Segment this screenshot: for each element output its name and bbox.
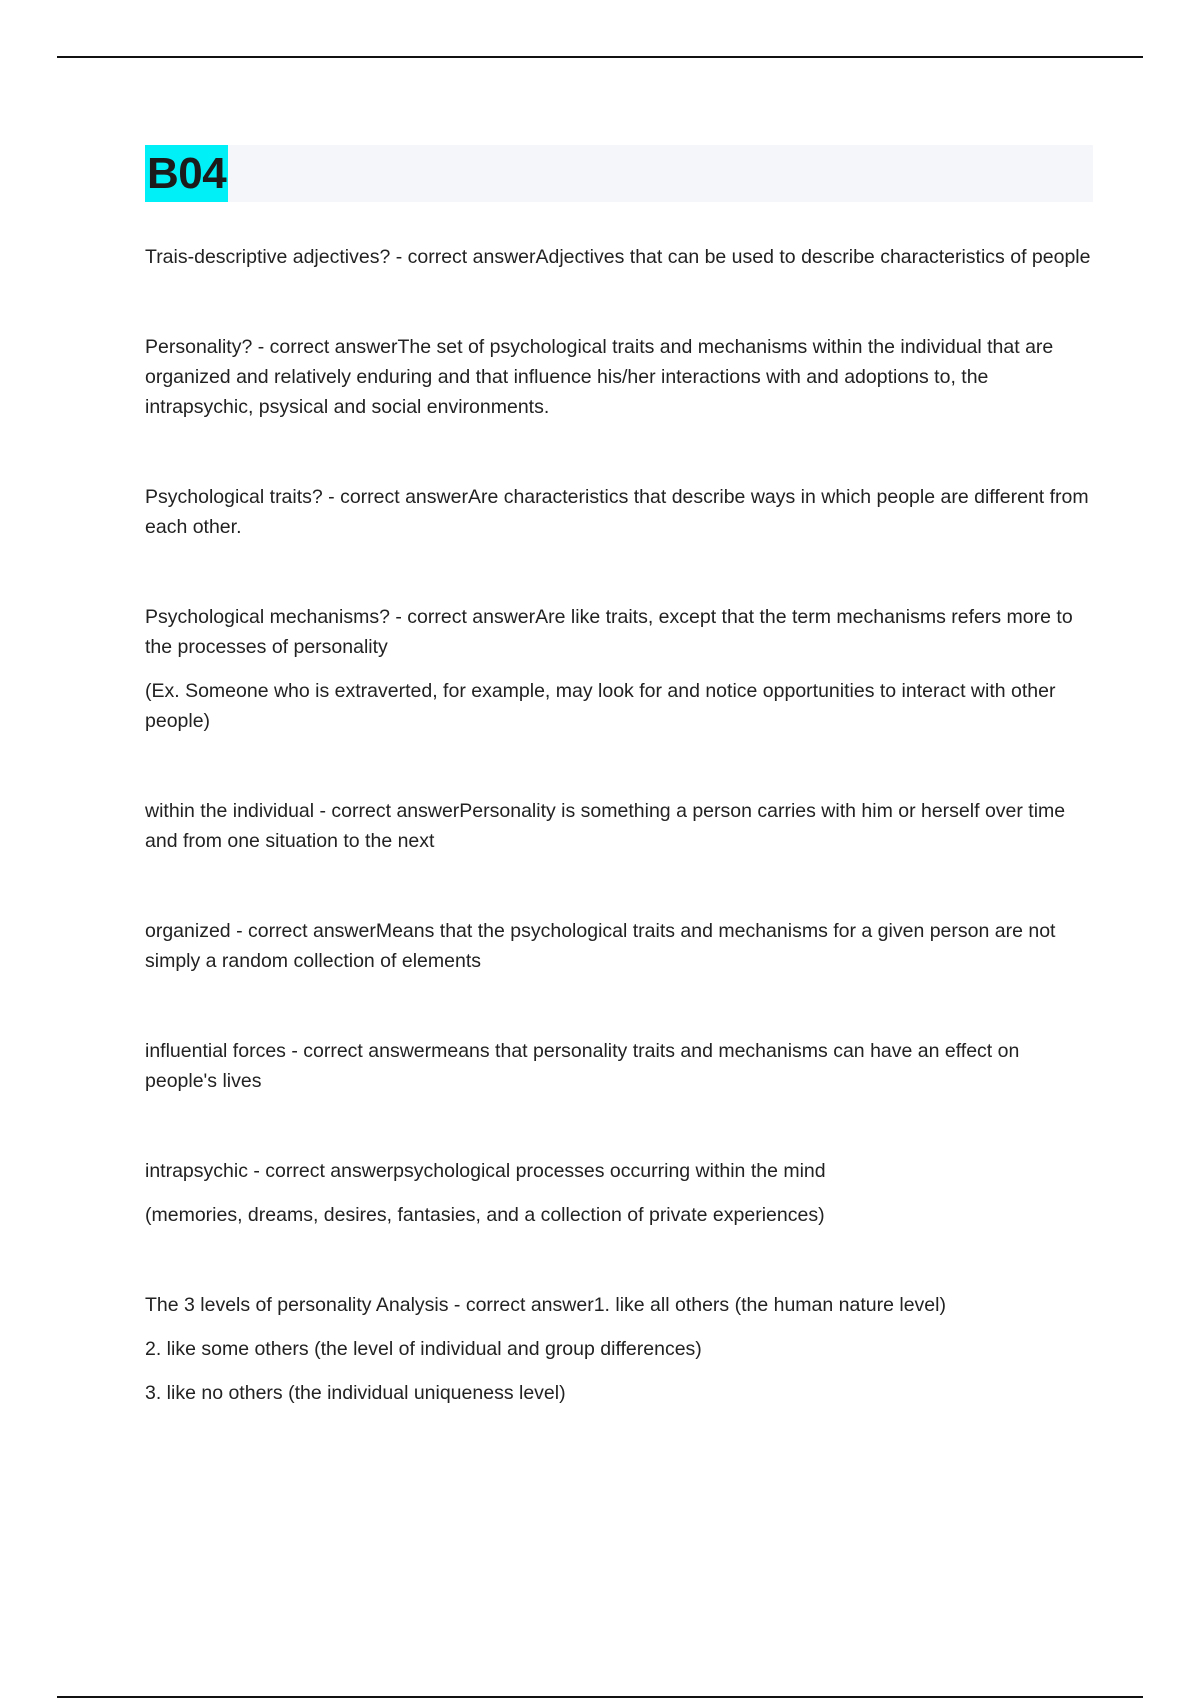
qa-entry bbox=[145, 602, 1095, 736]
qa-text: The 3 levels of personality Analysis - correct answer1. like all others (the human nature level) bbox=[145, 1294, 946, 1316]
qa-entry bbox=[145, 242, 1095, 272]
qa-entry bbox=[145, 796, 1095, 856]
page-title: B04 bbox=[145, 145, 228, 202]
qa-text: influential forces - correct answermeans that personality traits and mechanisms can have an effect on people's lives bbox=[145, 1040, 1020, 1092]
document-body bbox=[145, 242, 1095, 1468]
qa-text: Psychological traits? - correct answerAre characteristics that describe ways in which people are different from each other. bbox=[145, 486, 1089, 538]
qa-note: (memories, dreams, desires, fantasies, and a collection of private experiences) bbox=[145, 1204, 825, 1226]
qa-entry bbox=[145, 482, 1095, 542]
qa-entry bbox=[145, 332, 1095, 422]
qa-entry bbox=[145, 1036, 1095, 1096]
top-rule bbox=[57, 56, 1143, 58]
qa-text: Personality? - correct answerThe set of psychological traits and mechanisms within the individual that are organized and relatively enduring and that influence his/her interactions with and adoptions to, the intrapsychic, psysical and social environments. bbox=[145, 336, 1054, 418]
qa-text: within the individual - correct answerPersonality is something a person carries with him or herself over time and from one situation to the next bbox=[145, 800, 1066, 852]
qa-list-item: 3. like no others (the individual uniqueness level) bbox=[145, 1382, 566, 1404]
qa-entry bbox=[145, 916, 1095, 976]
qa-note: (Ex. Someone who is extraverted, for example, may look for and notice opportunities to interact with other people) bbox=[145, 680, 1056, 732]
qa-text: Psychological mechanisms? - correct answerAre like traits, except that the term mechanisms refers more to the processes of personality bbox=[145, 606, 1073, 658]
qa-text: organized - correct answerMeans that the psychological traits and mechanisms for a given person are not simply a random collection of elements bbox=[145, 920, 1056, 972]
qa-text: intrapsychic - correct answerpsychological processes occurring within the mind bbox=[145, 1160, 826, 1182]
bottom-rule bbox=[57, 1696, 1143, 1698]
qa-entry bbox=[145, 1290, 1095, 1408]
qa-list-item: 2. like some others (the level of individual and group differences) bbox=[145, 1338, 702, 1360]
qa-text: Trais-descriptive adjectives? - correct answerAdjectives that can be used to describe characteristics of people bbox=[145, 246, 1091, 268]
qa-entry bbox=[145, 1156, 1095, 1230]
title-bar bbox=[145, 145, 1093, 202]
